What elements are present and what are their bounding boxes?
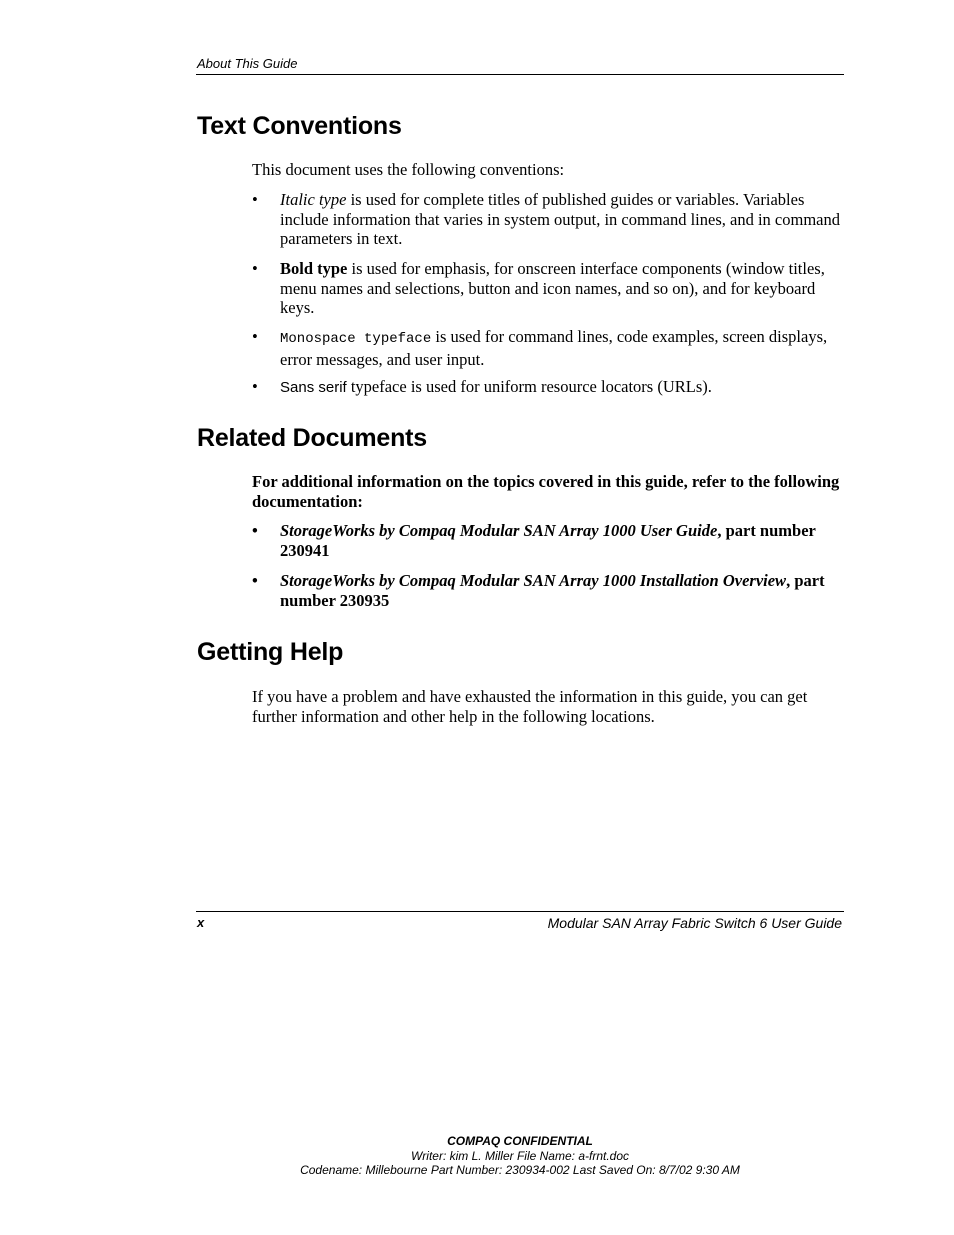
list-item-text: is used for command lines, code examples, screen displays, error messages, and user input. <box>280 327 828 369</box>
part-number-text: , part number 230935 <box>280 571 825 610</box>
heading-text-conventions: Text Conventions <box>197 112 402 140</box>
sans-serif-type-example: Sans serif <box>280 379 347 396</box>
list-item <box>252 259 844 318</box>
list-item-text: is used for complete titles of published guides or variables. Variables include information that varies in system output, in command lines, and in command parameters in text. <box>280 190 840 248</box>
bullet-glyph: • <box>252 259 258 278</box>
codename-partnumber-line: Codename: Millebourne Part Number: 230934-002 Last Saved On: 8/7/02 9:30 AM <box>300 1163 740 1177</box>
italic-type-example: Italic type <box>280 190 347 209</box>
heading-related-documents: Related Documents <box>197 424 427 452</box>
bullet-glyph: • <box>252 190 258 209</box>
document-title: StorageWorks by Compaq Modular SAN Array 1000 User Guide <box>280 521 718 540</box>
header-rule <box>196 74 844 75</box>
list-item <box>252 571 844 610</box>
confidential-label: COMPAQ CONFIDENTIAL <box>447 1134 593 1148</box>
page-number: x <box>197 915 205 930</box>
bullet-glyph: • <box>252 521 258 540</box>
footer-rule <box>196 911 844 912</box>
monospace-type-example: Monospace typeface <box>280 331 432 347</box>
running-footer-title: Modular SAN Array Fabric Switch 6 User Guide <box>547 915 842 931</box>
getting-help-body: If you have a problem and have exhausted the information in this guide, you can get further information and other help in the following locations. <box>252 687 808 726</box>
list-item <box>252 327 844 369</box>
list-item <box>252 190 844 249</box>
list-item-text: typeface is used for uniform resource locators (URLs). <box>346 377 712 396</box>
bullet-glyph: • <box>252 571 258 590</box>
document-title: StorageWorks by Compaq Modular SAN Array 1000 Installation Overview <box>280 571 787 590</box>
list-item-text: is used for emphasis, for onscreen interface components (window titles, menu names and selections, button and icon names, and so on), and for keyboard keys. <box>280 259 825 317</box>
heading-getting-help: Getting Help <box>197 638 344 666</box>
related-documents-intro: For additional information on the topics covered in this guide, refer to the following documentation: <box>252 472 840 511</box>
bullet-glyph: • <box>252 327 258 346</box>
bold-type-example: Bold type <box>280 259 348 278</box>
list-item <box>252 521 844 560</box>
list-item <box>252 377 844 398</box>
text-conventions-intro: This document uses the following conventions: <box>252 160 565 179</box>
part-number-text: , part number 230941 <box>280 521 816 560</box>
bullet-glyph: • <box>252 377 258 396</box>
running-header-title: About This Guide <box>197 56 298 71</box>
writer-filename-line: Writer: kim L. Miller File Name: a-frnt.doc <box>410 1149 630 1163</box>
